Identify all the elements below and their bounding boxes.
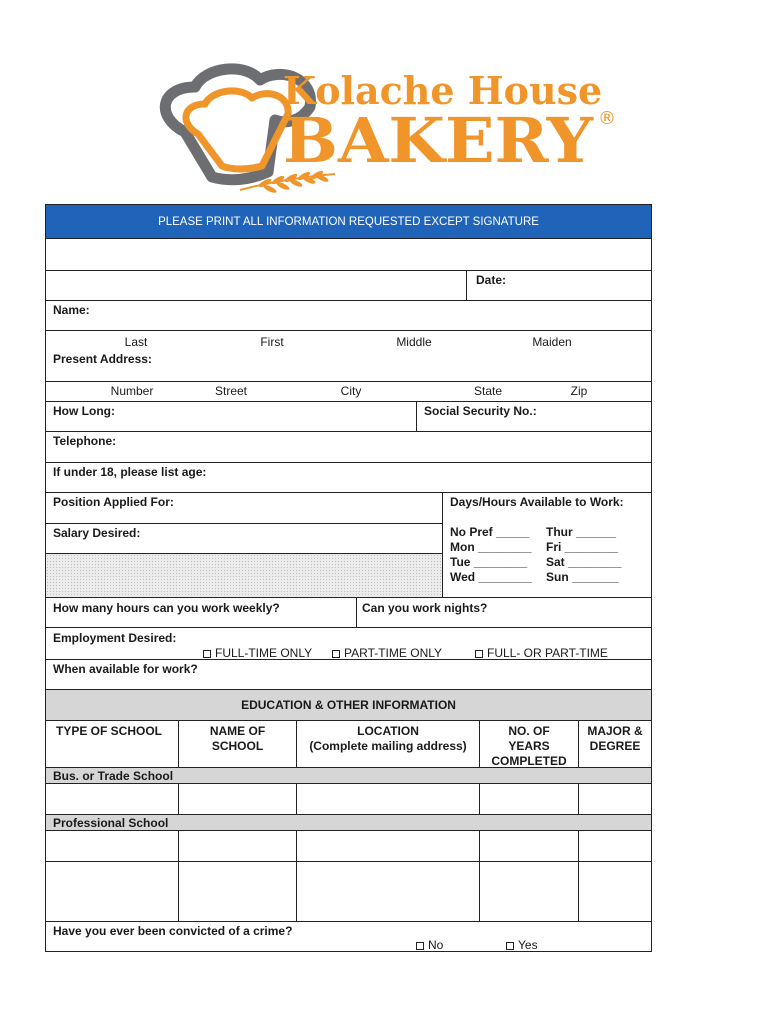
checkbox-icon[interactable]	[332, 650, 340, 658]
col-type-of-school: TYPE OF SCHOOL	[56, 724, 163, 738]
salary-label: Salary Desired:	[53, 526, 141, 540]
date-label: Date:	[476, 273, 507, 287]
age-label: If under 18, please list age:	[53, 465, 207, 479]
option-full-or-part[interactable]	[475, 646, 608, 660]
hours-weekly-label: How many hours can you work weekly?	[53, 601, 280, 615]
present-address-field[interactable]	[46, 350, 651, 381]
present-address-label: Present Address:	[53, 352, 152, 366]
addr-part-number: Number	[110, 384, 154, 398]
ssn-label: Social Security No.:	[424, 404, 537, 418]
bus-trade-label: Bus. or Trade School	[53, 769, 174, 783]
day-sun[interactable]: Sun _______	[546, 570, 619, 584]
col-location: LOCATION (Complete mailing address)	[309, 724, 467, 753]
checkbox-icon[interactable]	[203, 650, 211, 658]
crime-label: Have you ever been convicted of a crime?	[53, 924, 293, 938]
shaded-block	[46, 554, 442, 597]
brand-line2: BAKERY	[283, 104, 594, 177]
addr-part-city: City	[340, 384, 362, 398]
addr-part-state: State	[473, 384, 503, 398]
day-sat[interactable]: Sat ________	[546, 555, 622, 569]
day-tue[interactable]: Tue ________	[450, 555, 528, 569]
day-mon[interactable]: Mon ________	[450, 540, 532, 554]
name-field[interactable]	[46, 301, 651, 330]
registered-mark: ®	[598, 108, 616, 129]
option-full-time-label: FULL-TIME ONLY	[215, 646, 313, 660]
addr-part-street: Street	[214, 384, 247, 398]
name-part-first: First	[260, 335, 284, 349]
name-part-middle: Middle	[396, 335, 432, 349]
employment-label: Employment Desired:	[53, 631, 177, 645]
date-field[interactable]	[467, 271, 651, 300]
name-label: Name:	[53, 303, 90, 317]
kolache-house-bakery-logo	[150, 62, 620, 202]
checkbox-icon[interactable]	[506, 942, 514, 950]
nights-label: Can you work nights?	[362, 601, 488, 615]
form-banner	[46, 205, 651, 238]
crime-option-no[interactable]	[416, 938, 443, 952]
col-major-degree: MAJOR & DEGREE	[587, 724, 643, 753]
addr-part-zip: Zip	[570, 384, 588, 398]
education-heading-bar	[46, 690, 651, 720]
application-form	[45, 204, 652, 952]
banner-text: PLEASE PRINT ALL INFORMATION REQUESTED EXCEPT SIGNATURE	[158, 216, 539, 228]
crime-option-yes[interactable]	[506, 938, 538, 952]
when-available-label: When available for work?	[53, 662, 198, 676]
col-name-of-school: NAME OF SCHOOL	[209, 724, 266, 753]
bus-trade-row	[46, 768, 651, 783]
option-full-time[interactable]	[203, 646, 312, 660]
crime-yes-label: Yes	[518, 938, 538, 952]
day-fri[interactable]: Fri ________	[546, 540, 619, 554]
professional-row	[46, 815, 651, 830]
telephone-label: Telephone:	[53, 434, 117, 448]
name-part-maiden: Maiden	[532, 335, 572, 349]
professional-label: Professional School	[53, 816, 169, 830]
day-thur[interactable]: Thur ______	[546, 525, 617, 539]
position-label: Position Applied For:	[53, 495, 174, 509]
option-full-or-part-label: FULL- OR PART-TIME	[487, 646, 608, 660]
option-part-time-label: PART-TIME ONLY	[344, 646, 443, 660]
education-heading: EDUCATION & OTHER INFORMATION	[241, 698, 456, 712]
brand-line1: Kolache House	[283, 68, 603, 113]
days-hours-label: Days/Hours Available to Work:	[450, 495, 624, 509]
day-no-pref[interactable]: No Pref _____	[450, 525, 530, 539]
option-part-time[interactable]	[332, 646, 442, 660]
col-years-completed: NO. OF YEARS COMPLETED	[491, 724, 567, 768]
crime-no-label: No	[428, 938, 444, 952]
day-wed[interactable]: Wed ________	[450, 570, 532, 584]
name-part-last: Last	[124, 335, 148, 349]
checkbox-icon[interactable]	[416, 942, 424, 950]
checkbox-icon[interactable]	[475, 650, 483, 658]
how-long-label: How Long:	[53, 404, 115, 418]
